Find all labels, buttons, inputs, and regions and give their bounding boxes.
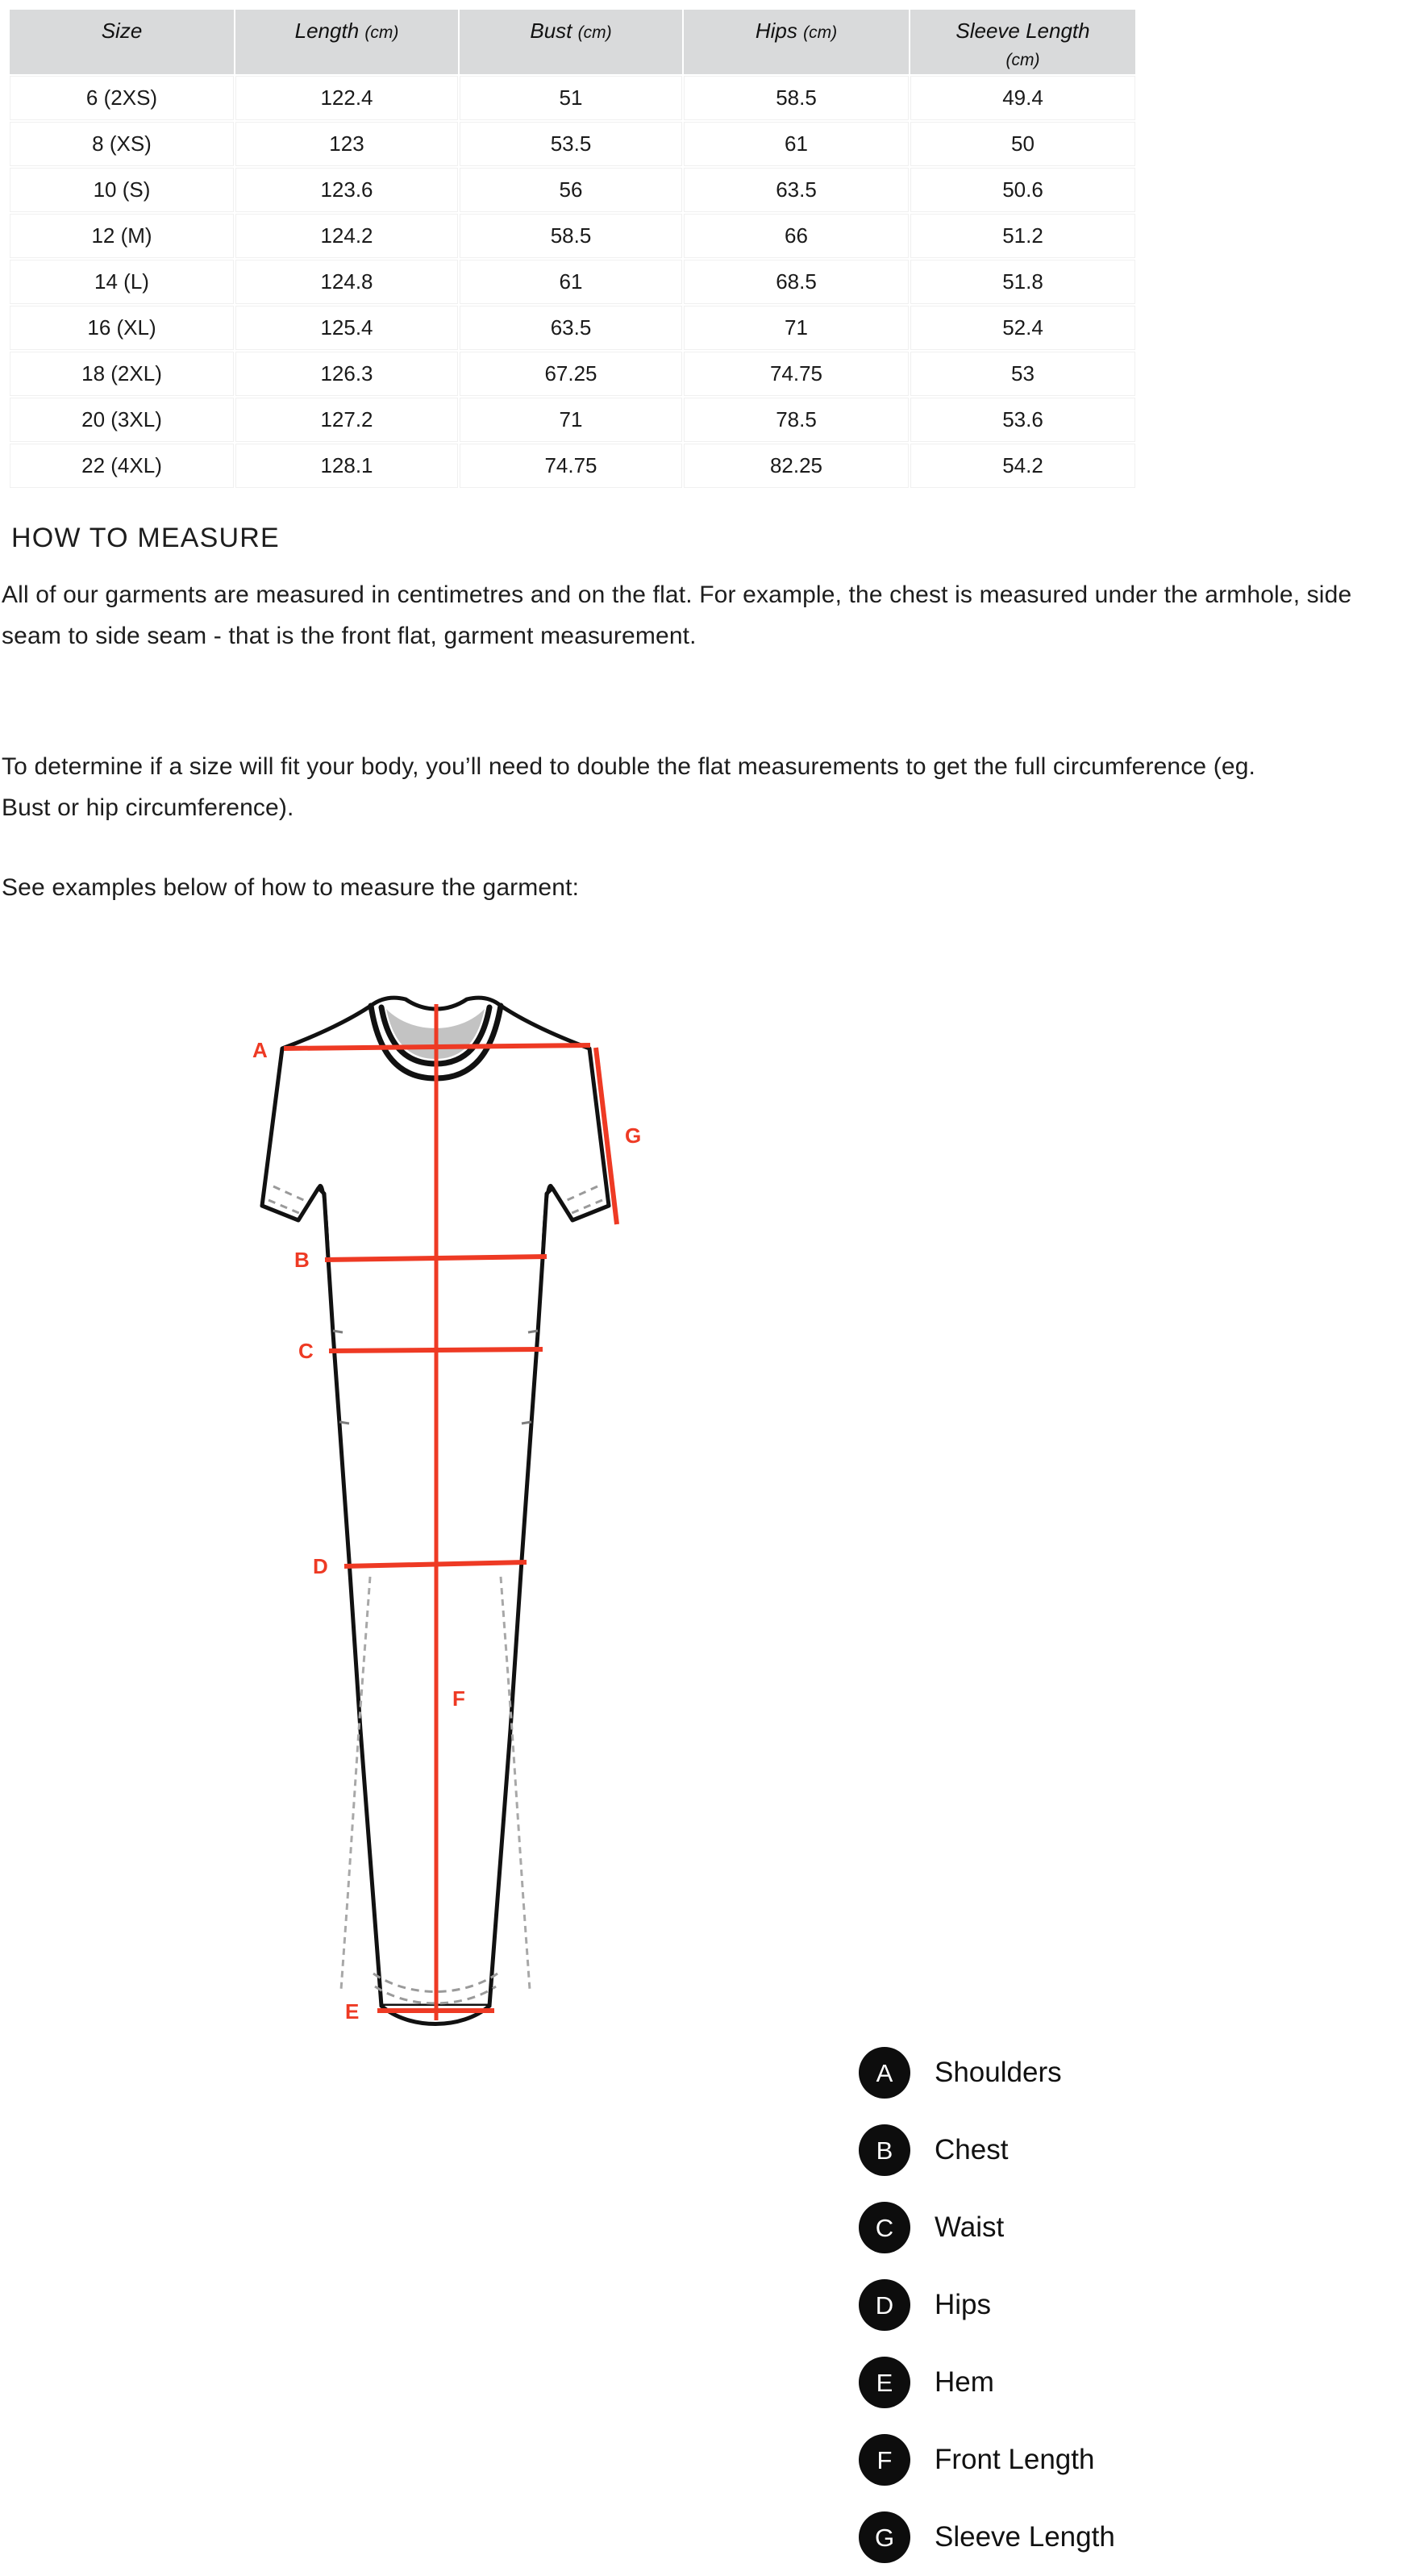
cell-bust: 58.5 [460,214,682,258]
measure-line-c-waist [329,1349,543,1351]
table-row [10,260,1135,304]
cell-length: 123.6 [235,168,458,212]
column-header-sleeve-length-name: Sleeve Length [955,19,1090,43]
measure-line-b-chest [325,1257,547,1260]
cell-hips: 58.5 [684,76,909,120]
cell-hips: 82.25 [684,444,909,488]
cell-length: 127.2 [235,398,458,442]
cell-length: 124.8 [235,260,458,304]
diagram-marker-e: E [345,1999,360,2024]
legend-badge-d: D [859,2279,910,2331]
legend-label: Hem [935,2366,994,2398]
legend-label: Chest [935,2134,1009,2165]
legend-item-sleeve-length [859,2499,1115,2576]
cell-bust: 74.75 [460,444,682,488]
cell-hips: 78.5 [684,398,909,442]
table-row [10,214,1135,258]
cell-bust: 63.5 [460,306,682,350]
cell-length: 126.3 [235,352,458,396]
cell-hips: 66 [684,214,909,258]
legend-badge-a: A [859,2047,910,2099]
cell-size: 22 (4XL) [10,444,234,488]
table-row [10,352,1135,396]
cell-sleeve-length: 50.6 [910,168,1135,212]
cell-hips: 68.5 [684,260,909,304]
legend-badge-f: F [859,2434,910,2486]
cell-bust: 61 [460,260,682,304]
cell-length: 124.2 [235,214,458,258]
cell-hips: 63.5 [684,168,909,212]
column-header-length-unit: (cm) [364,23,399,42]
size-chart-body [10,76,1135,488]
cell-hips: 61 [684,122,909,166]
cell-sleeve-length: 52.4 [910,306,1135,350]
cell-hips: 71 [684,306,909,350]
diagram-marker-b: B [294,1248,310,1272]
diagram-marker-a: A [252,1038,268,1062]
cell-sleeve-length: 54.2 [910,444,1135,488]
column-header-bust-unit: (cm) [577,23,612,42]
diagram-marker-c: C [298,1339,314,1363]
cell-size: 10 (S) [10,168,234,212]
column-header-size-name: Size [101,19,143,43]
cell-bust: 51 [460,76,682,120]
how-to-measure-paragraph-2: To determine if a size will fit your body, you’ll need to double the flat measurements to get the full circumference (eg. Bust or hip circumference). [2,753,1256,821]
cell-sleeve-length: 51.2 [910,214,1135,258]
cell-size: 20 (3XL) [10,398,234,442]
column-header-bust-name: Bust [530,19,572,43]
legend-item-hem [859,2344,1115,2421]
legend-item-chest [859,2111,1115,2189]
legend-badge-b: B [859,2124,910,2176]
measure-line-a-shoulders [284,1045,590,1048]
cell-size: 12 (M) [10,214,234,258]
measurement-legend [859,2034,1115,2576]
diagram-marker-f: F [452,1686,465,1711]
column-header-sleeve-length [910,10,1135,74]
legend-label: Waist [935,2211,1005,2243]
right-side-notch [528,1331,538,1332]
cell-bust: 53.5 [460,122,682,166]
legend-item-waist [859,2189,1115,2266]
cell-sleeve-length: 53.6 [910,398,1135,442]
table-row [10,76,1135,120]
legend-label: Sleeve Length [935,2521,1115,2553]
cell-length: 128.1 [235,444,458,488]
table-row [10,398,1135,442]
column-header-hips-unit: (cm) [803,23,838,42]
cell-size: 16 (XL) [10,306,234,350]
column-header-sleeve-length-unit: (cm) [1005,51,1040,69]
cell-bust: 71 [460,398,682,442]
how-to-measure-heading: HOW TO MEASURE [11,523,280,553]
cell-bust: 67.25 [460,352,682,396]
how-to-measure-paragraph-3: See examples below of how to measure the garment: [2,874,580,901]
cell-bust: 56 [460,168,682,212]
legend-label: Front Length [935,2444,1095,2475]
diagram-marker-g: G [625,1123,642,1148]
table-row [10,306,1135,350]
size-chart-table-container [8,8,1130,490]
column-header-hips [684,10,909,74]
cell-sleeve-length: 49.4 [910,76,1135,120]
left-side-notch [333,1331,343,1332]
legend-item-front-length [859,2421,1115,2499]
cell-length: 123 [235,122,458,166]
cell-sleeve-length: 51.8 [910,260,1135,304]
cell-sleeve-length: 50 [910,122,1135,166]
table-row [10,168,1135,212]
cell-length: 125.4 [235,306,458,350]
left-side-notch-2 [339,1422,349,1423]
cell-size: 14 (L) [10,260,234,304]
measurement-diagram [0,964,1403,2553]
cell-size: 6 (2XS) [10,76,234,120]
legend-badge-e: E [859,2357,910,2408]
size-chart-header-row [10,10,1135,74]
cell-size: 8 (XS) [10,122,234,166]
column-header-length-name: Length [294,19,360,43]
legend-label: Hips [935,2289,992,2320]
table-row [10,122,1135,166]
column-header-bust [460,10,682,74]
how-to-measure-paragraph-1: All of our garments are measured in centimetres and on the flat. For example, the chest is measured under the armhole, side seam to side seam - that is the front flat, garment measurement. [2,581,1352,649]
garment-technical-flat-illustration [206,964,657,2093]
diagram-marker-d: D [313,1554,328,1578]
cell-hips: 74.75 [684,352,909,396]
column-header-size [10,10,234,74]
cell-size: 18 (2XL) [10,352,234,396]
size-chart-table [8,8,1137,490]
legend-badge-g: G [859,2511,910,2563]
column-header-hips-name: Hips [755,19,797,43]
legend-badge-c: C [859,2202,910,2253]
cell-length: 122.4 [235,76,458,120]
cell-sleeve-length: 53 [910,352,1135,396]
table-row [10,444,1135,488]
right-side-notch-2 [522,1422,531,1423]
legend-label: Shoulders [935,2057,1062,2088]
column-header-length [235,10,458,74]
legend-item-hips [859,2266,1115,2344]
